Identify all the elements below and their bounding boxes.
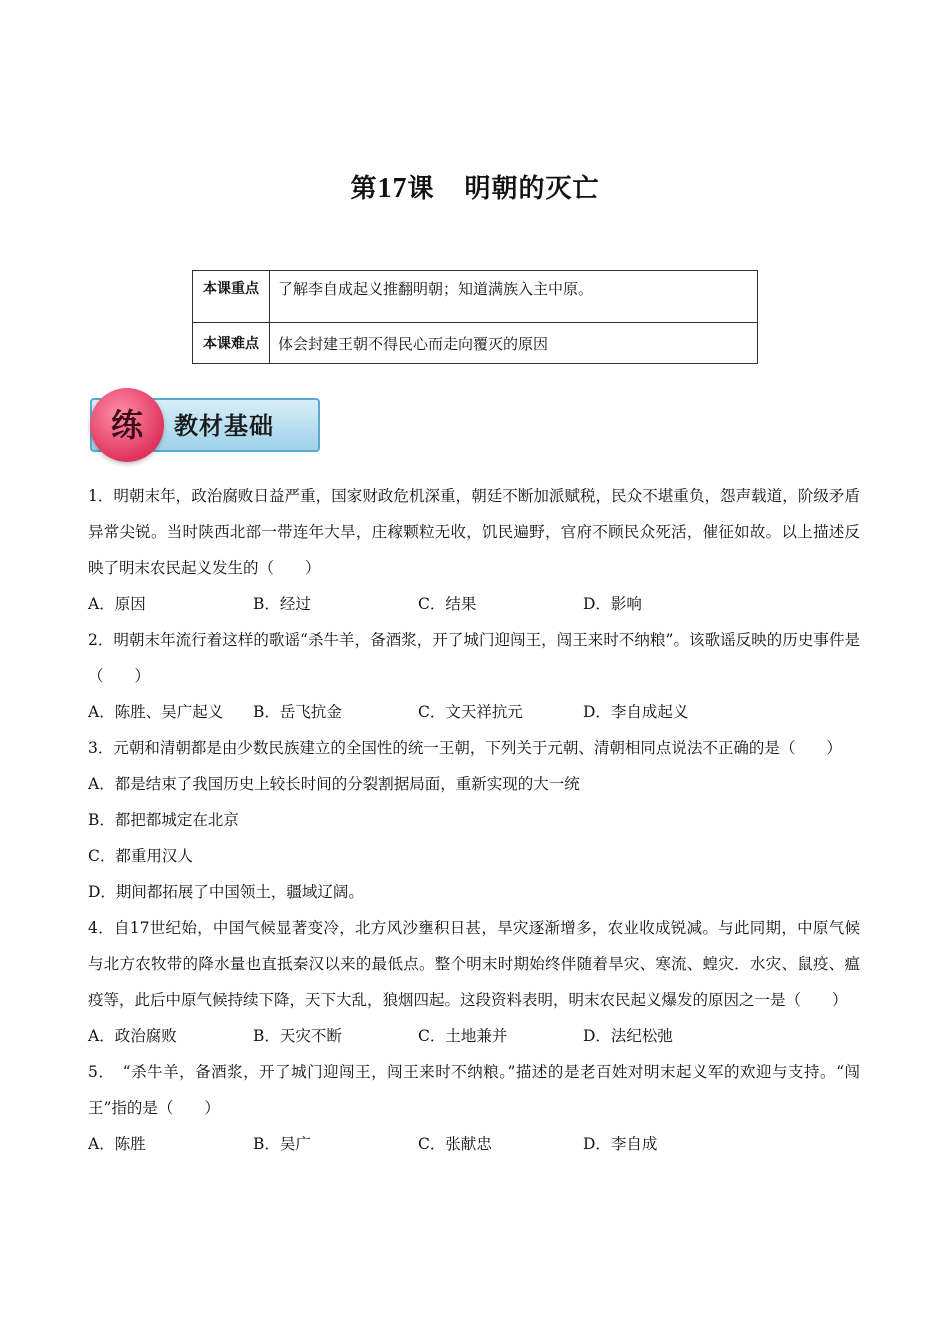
section-banner — [88, 388, 320, 468]
question-4 — [88, 910, 860, 1054]
option-c[interactable]: C．土地兼并 — [418, 1027, 508, 1045]
table-row — [193, 323, 758, 364]
question-1 — [88, 478, 860, 622]
question-stem: 3．元朝和清朝都是由少数民族建立的全国性的统一王朝，下列关于元朝、清朝相同点说法不正确的是（ ） — [88, 739, 842, 757]
option-a[interactable]: A．都是结束了我国历史上较长时间的分裂割据局面，重新实现的大一统 — [88, 775, 580, 793]
option-d[interactable]: D．法纪松弛 — [583, 1027, 673, 1045]
practice-badge-icon: 练 — [90, 388, 164, 462]
option-b[interactable]: B．岳飞抗金 — [253, 703, 342, 721]
question-3 — [88, 730, 860, 910]
section-title: 教材基础 — [174, 412, 274, 440]
key-points-value: 了解李自成起义推翻明朝；知道满族入主中原。 — [270, 271, 758, 323]
title-suffix: 课 — [407, 174, 435, 204]
option-b[interactable]: B．都把都城定在北京 — [88, 811, 239, 829]
option-c[interactable]: C．都重用汉人 — [88, 847, 193, 865]
question-2 — [88, 622, 860, 730]
question-stem: 1．明朝末年，政治腐败日益严重，国家财政危机深重，朝廷不断加派赋税，民众不堪重负，怨声载道，阶级矛盾异常尖锐。当时陕西北部一带连年大旱，庄稼颗粒无收，饥民遍野，官府不顾民众死活，催征如故。以上描述反映了明末农民起义发生的（ ） — [88, 487, 860, 577]
option-a[interactable]: A．陈胜 — [88, 1135, 146, 1153]
difficulty-label: 本课难点 — [193, 323, 270, 364]
title-prefix: 第 — [350, 174, 378, 204]
table-row — [193, 271, 758, 323]
option-row — [88, 1126, 860, 1162]
difficulty-value: 体会封建王朝不得民心而走向覆灭的原因 — [270, 323, 758, 364]
option-c[interactable]: C．张献忠 — [418, 1135, 492, 1153]
lesson-focus-table — [192, 270, 758, 364]
option-a[interactable]: A．政治腐败 — [88, 1027, 177, 1045]
option-row — [88, 694, 860, 730]
option-b[interactable]: B．吴广 — [253, 1135, 311, 1153]
question-stem: 4．自17世纪始，中国气候显著变冷，北方风沙壅积日甚，旱灾逐渐增多，农业收成锐减。与此同期，中原气候与北方农牧带的降水量也直抵秦汉以来的最低点。整个明末时期始终伴随着旱灾、寒流、蝗灾．水灾、鼠疫、瘟疫等，此后中原气候持续下降，天下大乱，狼烟四起。这段资料表明，明末农民起义爆发的原因之一是（ ） — [88, 919, 860, 1009]
question-stem: 5． “杀牛羊，备酒浆，开了城门迎闯王，闯王来时不纳粮。”描述的是老百姓对明末起义军的欢迎与支持。“闯王”指的是（ ） — [88, 1063, 860, 1117]
option-d[interactable]: D．影响 — [583, 595, 642, 613]
option-d[interactable]: D．李自成 — [583, 1135, 658, 1153]
lesson-name: 明朝的灭亡 — [464, 174, 600, 204]
option-row — [88, 1018, 860, 1054]
option-b[interactable]: B．天灾不断 — [253, 1027, 342, 1045]
question-stem: 2．明朝末年流行着这样的歌谣“杀牛羊，备酒浆，开了城门迎闯王，闯王来时不纳粮”。该歌谣反映的历史事件是（ ） — [88, 631, 860, 685]
option-a[interactable]: A．原因 — [88, 595, 146, 613]
question-list — [88, 478, 860, 1162]
question-5 — [88, 1054, 860, 1162]
key-points-label: 本课重点 — [193, 271, 270, 323]
lesson-title — [0, 168, 950, 205]
option-row — [88, 586, 860, 622]
option-d[interactable]: D．李自成起义 — [583, 703, 689, 721]
option-d[interactable]: D．期间都拓展了中国领土，疆域辽阔。 — [88, 883, 364, 901]
option-c[interactable]: C．文天祥抗元 — [418, 703, 523, 721]
lesson-number: 17 — [377, 173, 408, 204]
option-b[interactable]: B．经过 — [253, 595, 311, 613]
option-a[interactable]: A．陈胜、吴广起义 — [88, 703, 224, 721]
option-c[interactable]: C．结果 — [418, 595, 477, 613]
